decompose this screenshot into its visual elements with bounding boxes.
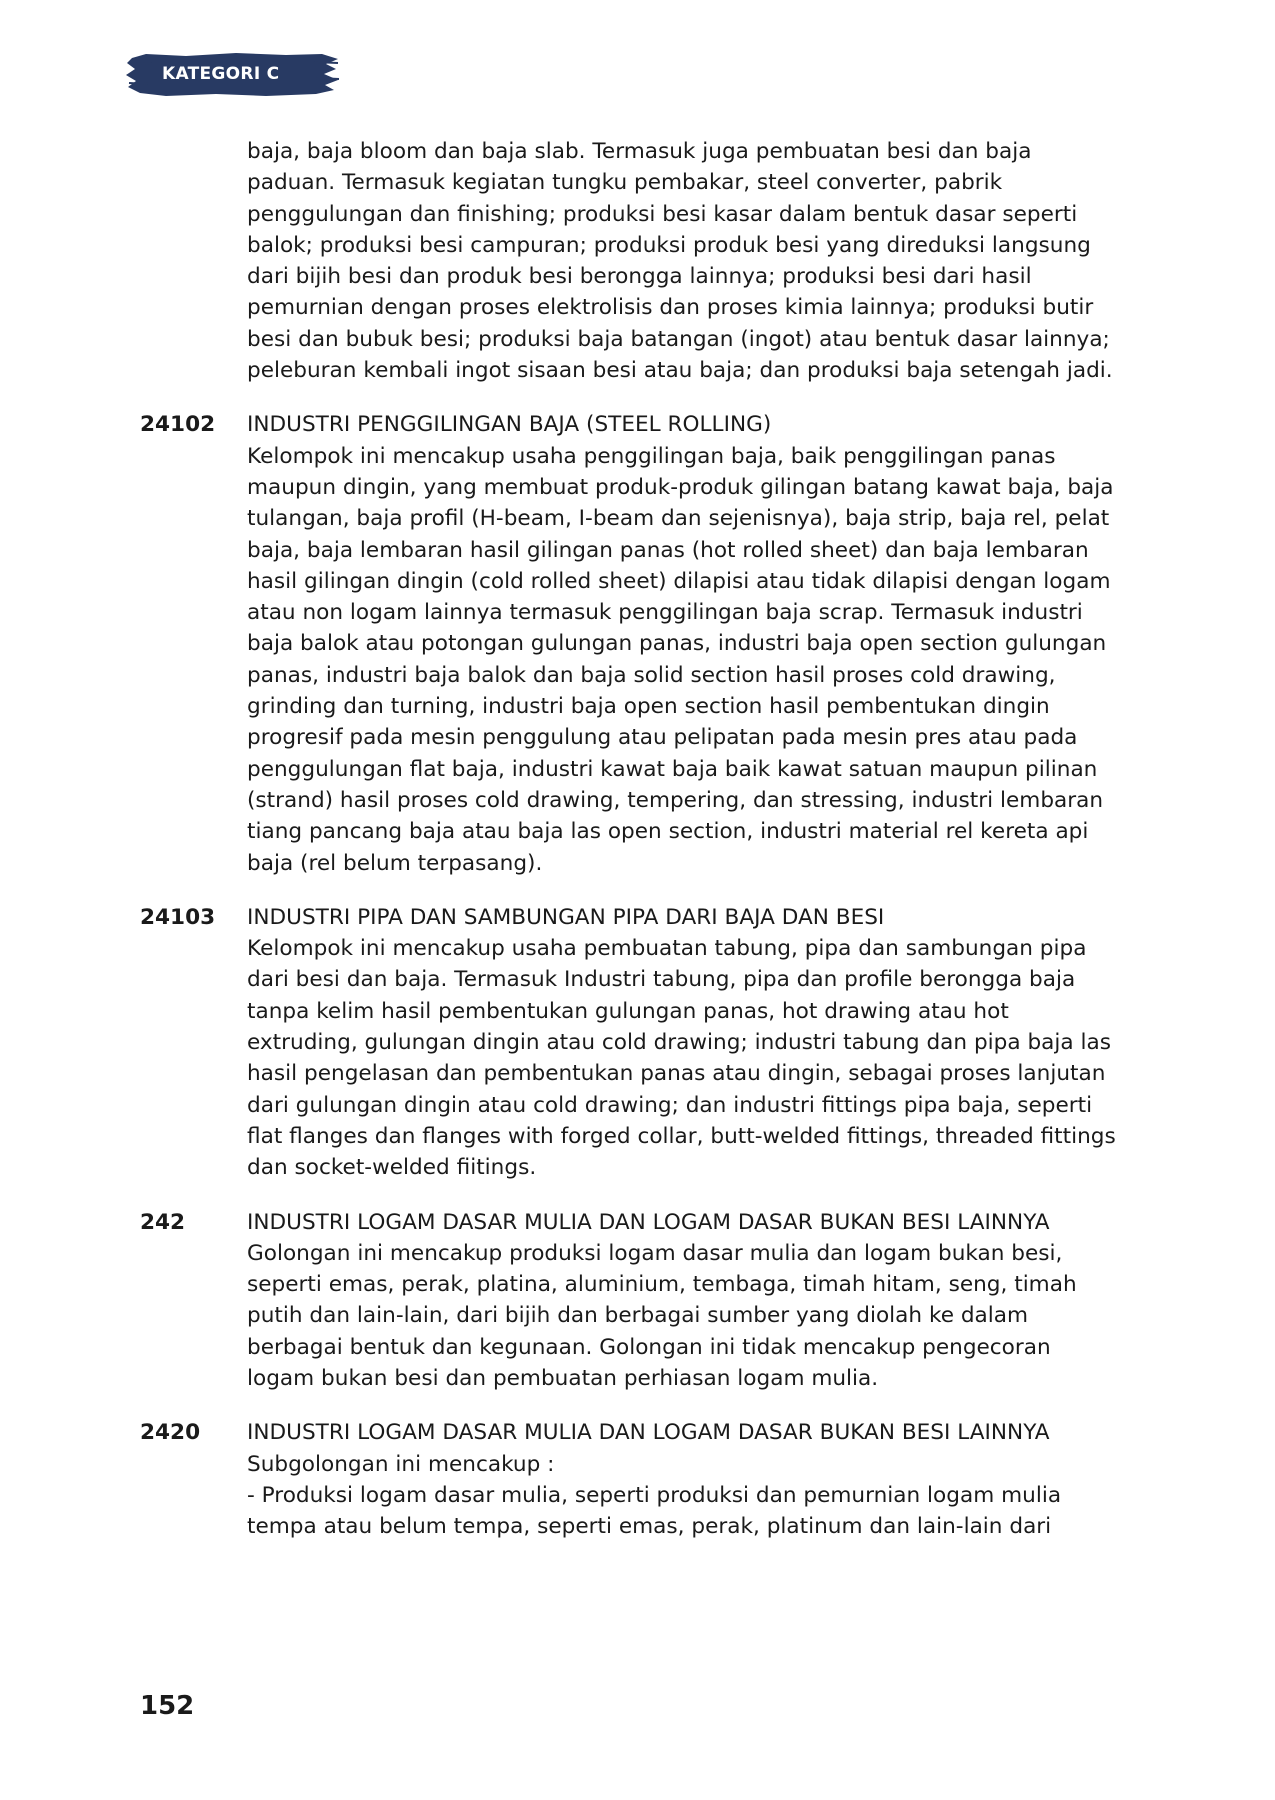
category-badge [126, 50, 340, 98]
entry-code: 24102 [140, 412, 216, 438]
page-content [0, 136, 1275, 1542]
entry-24102 [0, 409, 1275, 878]
entry-title: INDUSTRI PIPA DAN SAMBUNGAN PIPA DARI BAJA DAN BESI [247, 904, 885, 930]
entry-242 [0, 1207, 1275, 1395]
entry-list-item: - Produksi logam dasar mulia, seperti produksi dan pemurnian logam mulia tempa atau belum tempa, seperti emas, perak, platinum dan lain-lain dari [247, 1482, 1062, 1540]
intro-paragraph: baja, baja bloom dan baja slab. Termasuk juga pembuatan besi dan baja paduan. Termasuk kegiatan tungku pembakar, steel converter, pabrik penggulungan dan finishing; produksi besi kasar dalam bentuk dasar seperti balok; produksi besi campuran; produksi produk besi yang direduksi langsung dari bijih besi dan produk besi berongga lainnya; produksi besi dari hasil pemurnian dengan proses elektrolisis dan proses kimia lainnya; produksi butir besi dan bubuk besi; produksi baja batangan (ingot) atau bentuk dasar lainnya; peleburan kembali ingot sisaan besi atau baja; dan produksi baja setengah jadi. [247, 139, 1113, 384]
entry-code: 2420 [140, 1420, 201, 1446]
entry-code: 24103 [140, 904, 216, 930]
entry-description: Kelompok ini mencakup usaha pembuatan tabung, pipa dan sambungan pipa dari besi dan baja. Termasuk Industri tabung, pipa dan profile berongga baja tanpa kelim hasil pembentukan gulungan panas, hot drawing atau hot extruding, gulungan dingin atau cold drawing; industri tabung dan pipa baja las hasil pengelasan dan pembentukan panas atau dingin, sebagai proses lanjutan dari gulungan dingin atau cold drawing; dan industri fittings pipa baja, seperti flat flanges dan flanges with forged collar, butt-welded fittings, threaded fittings dan socket-welded fiitings. [247, 936, 1116, 1181]
entry-description: Golongan ini mencakup produksi logam dasar mulia dan logam bukan besi, seperti emas, perak, platina, aluminium, tembaga, timah hitam, seng, timah putih dan lain-lain, dari bijih dan berbagai sumber yang diolah ke dalam berbagai bentuk dan kegunaan. Golongan ini tidak mencakup pengecoran logam bukan besi dan pembuatan perhiasan logam mulia. [247, 1240, 1077, 1391]
entry-2420 [0, 1417, 1275, 1542]
entry-title: INDUSTRI LOGAM DASAR MULIA DAN LOGAM DASAR BUKAN BESI LAINNYA [247, 1420, 1050, 1446]
entry-title: INDUSTRI LOGAM DASAR MULIA DAN LOGAM DASAR BUKAN BESI LAINNYA [247, 1209, 1050, 1235]
entry-description: Subgolongan ini mencakup : [247, 1451, 555, 1477]
entry-24103 [0, 902, 1275, 1184]
entry-description: Kelompok ini mencakup usaha penggilingan baja, baik penggilingan panas maupun dingin, yang membuat produk-produk gilingan batang kawat baja, baja tulangan, baja profil (H-beam, I-beam dan sejenisnya), baja strip, baja rel, pelat baja, baja lembaran hasil gilingan panas (hot rolled sheet) dan baja lembaran hasil gilingan dingin (cold rolled sheet) dilapisi atau tidak dilapisi dengan logam atau non logam lainnya termasuk penggilingan baja scrap. Termasuk industri baja balok atau potongan gulungan panas, industri baja open section gulungan panas, industri baja balok dan baja solid section hasil proses cold drawing, grinding dan turning, industri baja open section hasil pembentukan dingin progresif pada mesin penggulung atau pelipatan pada mesin pres atau pada penggulungan flat baja, industri kawat baja baik kawat satuan maupun pilinan (strand) hasil proses cold drawing, tempering, dan stressing, industri lembaran tiang pancang baja atau baja las open section, industri material rel kereta api baja (rel belum terpasang). [247, 443, 1114, 876]
entry-title: INDUSTRI PENGGILINGAN BAJA (STEEL ROLLING) [247, 412, 772, 438]
page-number: 152 [140, 1691, 195, 1721]
entry-code: 242 [140, 1209, 186, 1235]
category-label: KATEGORI C [162, 64, 280, 84]
